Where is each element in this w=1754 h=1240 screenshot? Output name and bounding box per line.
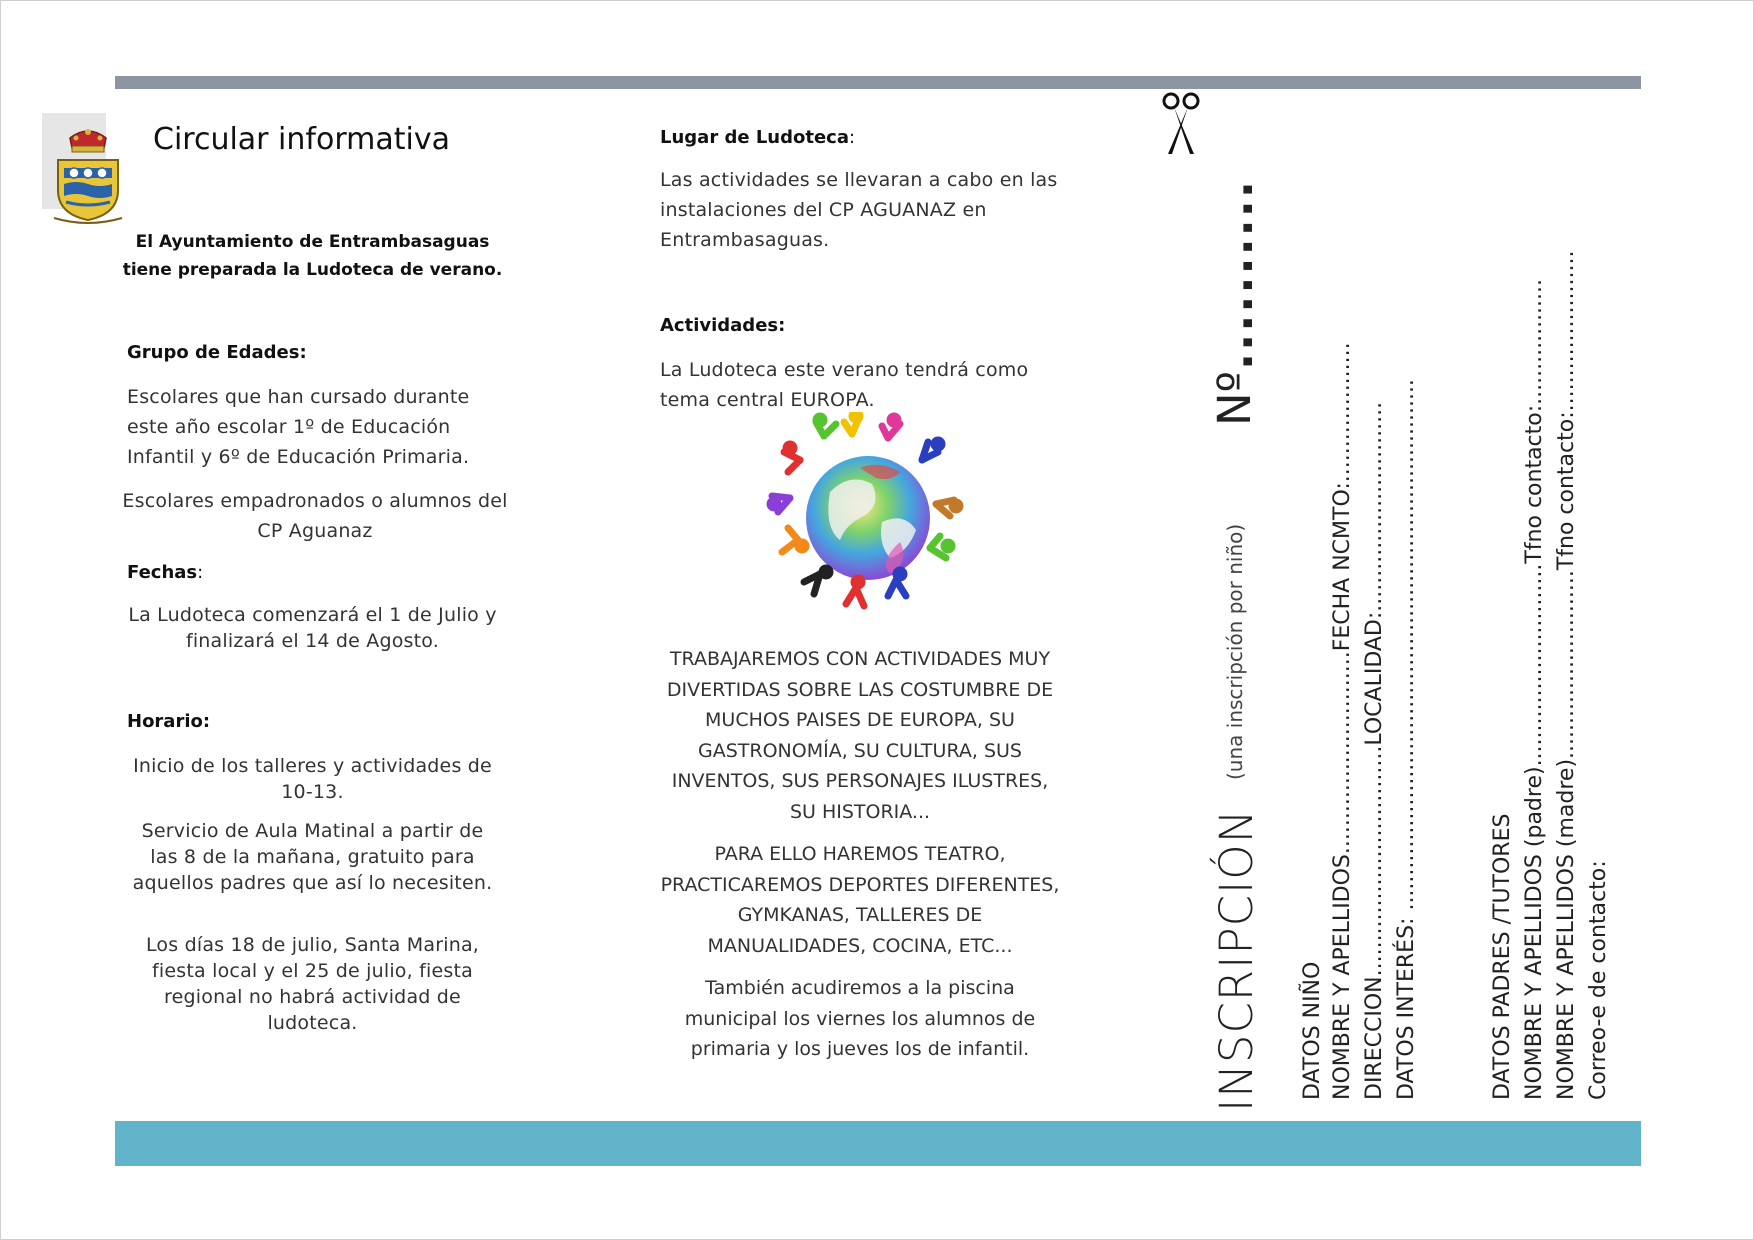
dates-heading bbox=[127, 562, 203, 583]
schedule-text-1: Inicio de los talleres y actividades de 10-13. bbox=[133, 755, 492, 803]
dates-text: La Ludoteca comenzará el 1 de Julio y finalizará el 14 de Agosto. bbox=[128, 604, 497, 652]
place-heading-colon: : bbox=[848, 127, 856, 148]
form-child-heading: DATOS NIÑO bbox=[1300, 961, 1325, 1100]
form-email-field: Correo-e de contacto: bbox=[1586, 860, 1611, 1100]
form-number-label: Nº bbox=[1208, 371, 1261, 426]
ages-heading: Grupo de Edades: bbox=[127, 342, 307, 363]
page-title: Circular informativa bbox=[153, 122, 450, 157]
form-number-field: .......... bbox=[1210, 179, 1263, 370]
pool-text: También acudiremos a la piscina municipal los viernes los alumnos de primaria y los jueves los de infantil. bbox=[684, 977, 1036, 1060]
dates-heading-label: Fechas bbox=[127, 562, 198, 583]
form-subtitle: (una inscripción por niño) bbox=[1223, 523, 1247, 780]
schedule-text-3: Los días 18 de julio, Santa Marina, fiesta local y el 25 de julio, fiesta regional no habrá actividad de ludoteca. bbox=[145, 934, 480, 1034]
form-child-name-field: NOMBRE Y APELLIDOS.............................FECHA NCMTO:.................... bbox=[1330, 342, 1355, 1100]
place-heading bbox=[660, 127, 855, 148]
form-father-field: NOMBRE Y APELLIDOS (padre).............................Tfno contacto:.................. bbox=[1522, 278, 1547, 1100]
form-parents-heading: DATOS PADRES /TUTORES bbox=[1490, 813, 1515, 1100]
form-title: INSCRIPCIÓN bbox=[1210, 808, 1263, 1112]
activities-text: La Ludoteca este verano tendrá como tema central EUROPA. bbox=[660, 359, 1029, 411]
form-mother-field: NOMBRE Y APELLIDOS (madre)...........................Tfno contacto:....................... bbox=[1554, 250, 1579, 1100]
top-bar bbox=[115, 76, 1641, 89]
ages-extra-text: Escolares empadronados o alumnos del CP Aguanaz bbox=[122, 490, 508, 542]
scissors-icon bbox=[1160, 90, 1202, 156]
intro-text: El Ayuntamiento de Entrambasaguas tiene preparada la Ludoteca de verano. bbox=[122, 232, 503, 280]
schedule-heading: Horario: bbox=[127, 711, 211, 732]
dates-heading-colon: : bbox=[197, 562, 204, 583]
activities-caps-text-2: PARA ELLO HAREMOS TEATRO, PRACTICAREMOS DEPORTES DIFERENTES, GYMKANAS, TALLERES DE MANUALIDADES, COCINA, ETC... bbox=[660, 843, 1060, 957]
activities-heading: Actividades: bbox=[660, 315, 786, 336]
bottom-bar bbox=[115, 1121, 1641, 1166]
form-address-field: DIRECCION.................................LOCALIDAD:.............................. bbox=[1362, 401, 1387, 1100]
activities-caps-text-1: TRABAJAREMOS CON ACTIVIDADES MUY DIVERTIDAS SOBRE LAS COSTUMBRE DE MUCHOS PAISES DE EUROPA, SU GASTRONOMÍA, SU CULTURA, SUS INVENTOS, SUS PERSONAJES ILUSTRES, SU HISTORIA... bbox=[666, 648, 1054, 823]
globe-children-icon bbox=[760, 412, 980, 622]
form-interest-field: DATOS INTERÉS: ............................................................................ bbox=[1394, 379, 1419, 1100]
ages-text: Escolares que han cursado durante este año escolar 1º de Educación Infantil y 6º de Educación Primaria. bbox=[127, 386, 470, 468]
place-heading-label: Lugar de Ludoteca bbox=[660, 127, 849, 148]
place-text: Las actividades se llevaran a cabo en las instalaciones del CP AGUANAZ en Entrambasaguas. bbox=[660, 169, 1058, 251]
municipal-crest-icon bbox=[50, 124, 126, 224]
schedule-text-2: Servicio de Aula Matinal a partir de las 8 de la mañana, gratuito para aquellos padres que así lo necesiten. bbox=[132, 820, 493, 894]
